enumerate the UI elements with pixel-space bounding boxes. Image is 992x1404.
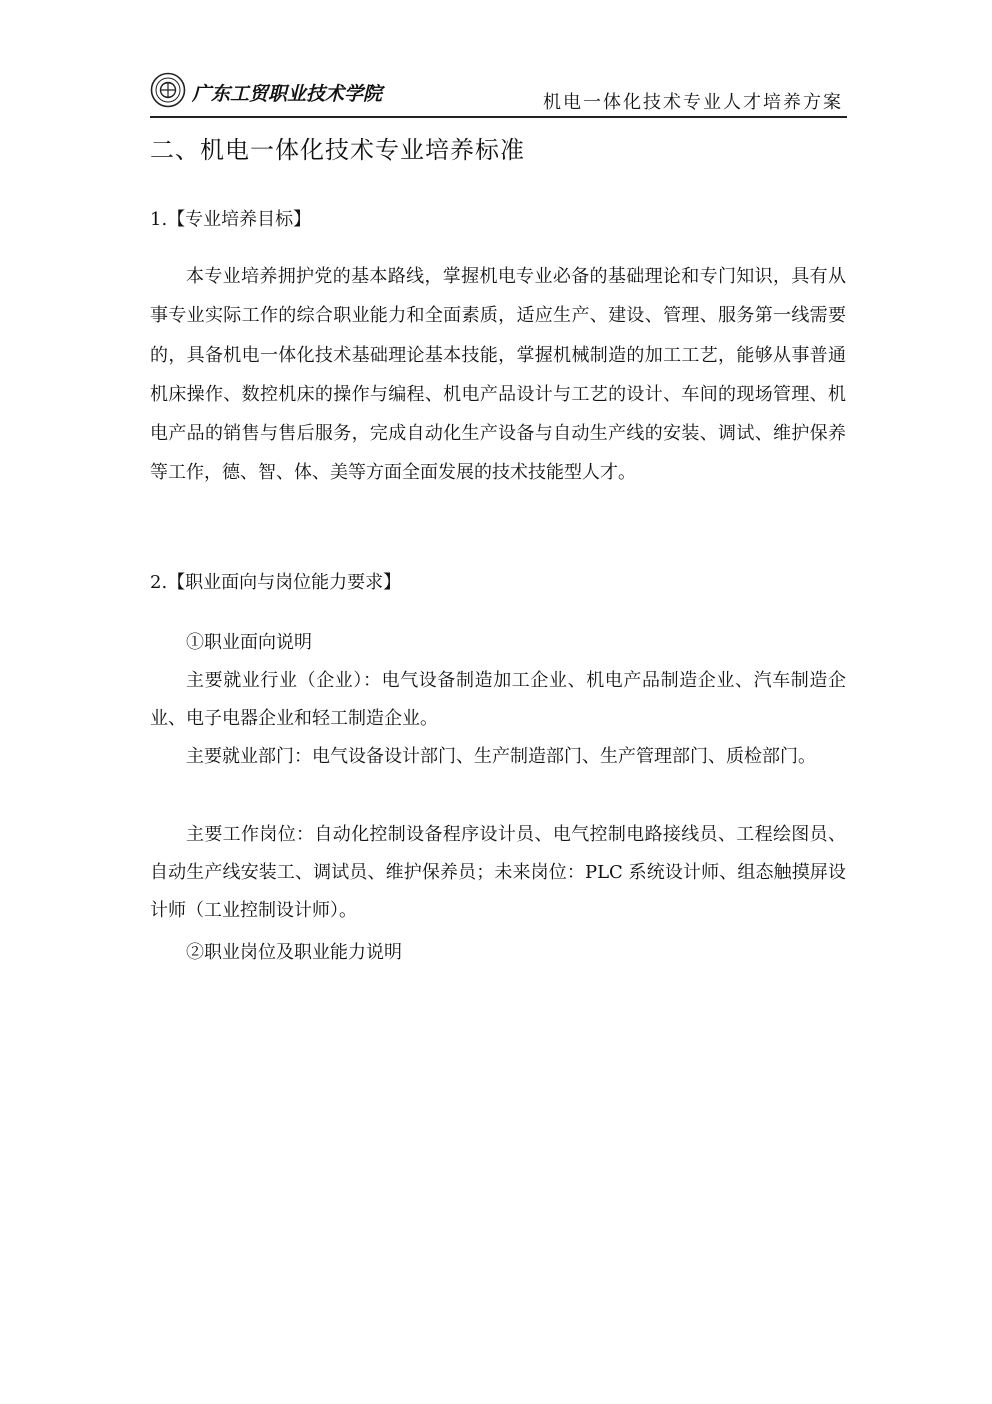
document-title: 机电一体化技术专业人才培养方案: [543, 92, 843, 113]
positions-paragraph: 主要工作岗位：自动化控制设备程序设计员、电气控制电路接线员、工程绘图员、自动生产线安装工、调试员、维护保养员；未来岗位：PLC 系统设计师、组态触摸屏设计师（工业控制设计师）。: [150, 824, 846, 921]
college-seal-icon: [150, 72, 186, 108]
departments-paragraph: 主要就业部门：电气设备设计部门、生产制造部门、生产管理部门、质检部门。: [186, 746, 816, 767]
goal-paragraph: 本专业培养拥护党的基本路线，掌握机电专业必备的基础理论和专门知识，具有从事专业实际工作的综合职业能力和全面素质，适应生产、建设、管理、服务第一线需要的，具备机电一体化技术基础理论基本技能，掌握机械制造的加工工艺，能够从事普通机床操作、数控机床的操作与编程、机电产品设计与工艺的设计、车间的现场管理、机电产品的销售与售后服务，完成自动化生产设备与自动生产线的安装、调试、维护保养等工作，德、智、体、美等方面全面发展的技术技能型人才。: [150, 266, 846, 484]
school-name: 广东工贸职业技术学院: [192, 83, 383, 105]
career-subheading-1: ①职业面向说明: [186, 632, 312, 653]
goal-heading: 1.【专业培养目标】: [150, 209, 312, 230]
career-subheading-2: ②职业岗位及职业能力说明: [186, 942, 402, 963]
industry-paragraph: 主要就业行业（企业）：电气设备制造加工企业、机电产品制造企业、汽车制造企业、电子电器企业和轻工制造企业。: [150, 670, 846, 729]
page-header: [150, 68, 847, 118]
career-heading: 2.【职业面向与岗位能力要求】: [150, 572, 402, 593]
section-title: 二、机电一体化技术专业培养标准: [150, 136, 525, 164]
